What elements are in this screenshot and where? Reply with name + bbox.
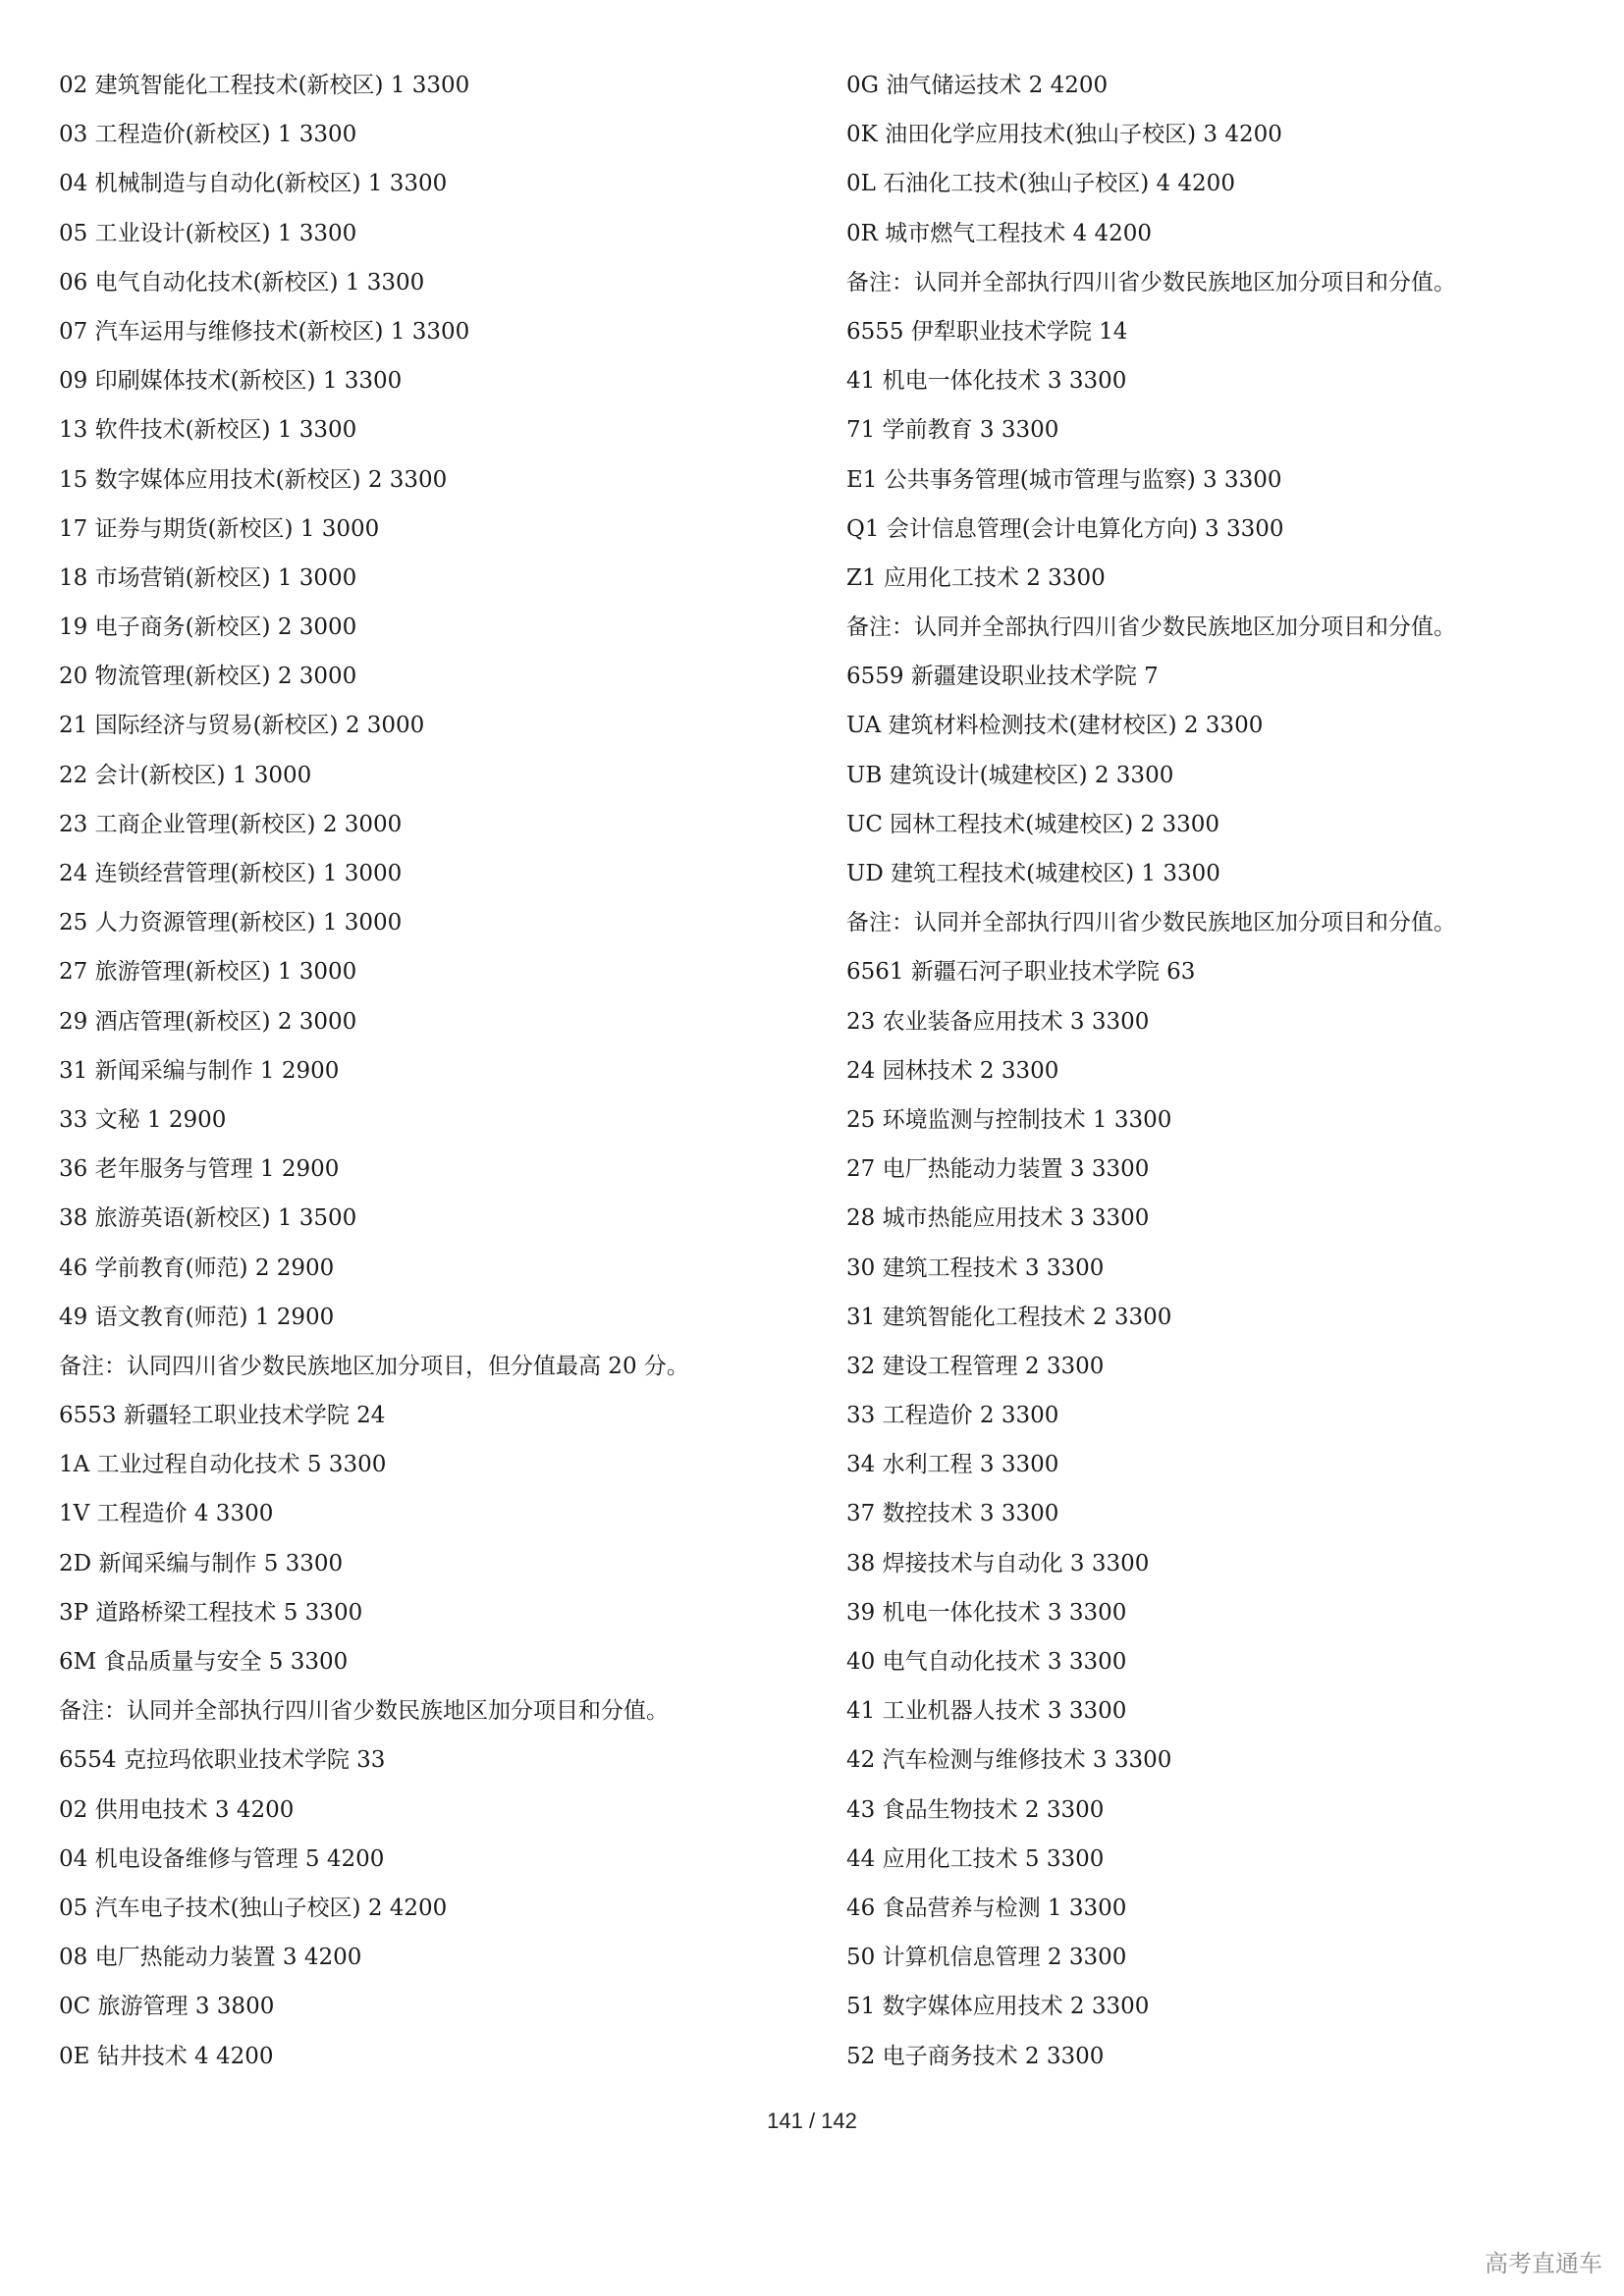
list-item: Q1 会计信息管理(会计电算化方向) 3 3300 xyxy=(846,515,1284,542)
right-column xyxy=(846,61,1612,2081)
list-item: 30 建筑工程技术 3 3300 xyxy=(846,1255,1105,1281)
list-item: 0C 旅游管理 3 3800 xyxy=(59,1994,275,2020)
list-item: UB 建筑设计(城建校区) 2 3300 xyxy=(846,762,1174,788)
list-item: 备注：认同并全部执行四川省少数民族地区加分项目和分值。 xyxy=(846,269,1456,295)
list-item: 备注：认同并全部执行四川省少数民族地区加分项目和分值。 xyxy=(846,614,1456,641)
list-item: 6M 食品质量与安全 5 3300 xyxy=(59,1649,349,1675)
list-item: 39 机电一体化技术 3 3300 xyxy=(846,1599,1127,1626)
list-item: 31 新闻采编与制作 1 2900 xyxy=(59,1057,340,1084)
list-item: 03 工程造价(新校区) 1 3300 xyxy=(59,122,357,148)
page-number: 141 / 142 xyxy=(767,2109,857,2133)
list-item: 05 汽车电子技术(独山子校区) 2 4200 xyxy=(59,1895,448,1921)
watermark-text: 高考直通车 xyxy=(1485,2250,1602,2277)
list-item: 15 数字媒体应用技术(新校区) 2 3300 xyxy=(59,466,448,493)
list-item: 05 工业设计(新校区) 1 3300 xyxy=(59,220,357,246)
list-item: 46 学前教育(师范) 2 2900 xyxy=(59,1255,335,1281)
list-item: UD 建筑工程技术(城建校区) 1 3300 xyxy=(846,861,1220,886)
list-item: 38 旅游英语(新校区) 1 3500 xyxy=(59,1205,357,1232)
list-item: 29 酒店管理(新校区) 2 3000 xyxy=(59,1008,357,1035)
list-item: 36 老年服务与管理 1 2900 xyxy=(59,1156,340,1183)
list-item: 21 国际经济与贸易(新校区) 2 3000 xyxy=(59,713,425,739)
list-item: 31 建筑智能化工程技术 2 3300 xyxy=(846,1304,1172,1330)
list-item: 3P 道路桥梁工程技术 5 3300 xyxy=(59,1599,363,1626)
list-item: 28 城市热能应用技术 3 3300 xyxy=(846,1205,1150,1232)
list-item: 02 建筑智能化工程技术(新校区) 1 3300 xyxy=(59,73,470,98)
list-item: Z1 应用化工技术 2 3300 xyxy=(846,564,1106,591)
list-item: 18 市场营销(新校区) 1 3000 xyxy=(59,564,357,591)
list-item: 20 物流管理(新校区) 2 3000 xyxy=(59,664,357,690)
list-item: 1V 工程造价 4 3300 xyxy=(59,1501,274,1527)
list-item: 备注：认同并全部执行四川省少数民族地区加分项目和分值。 xyxy=(846,910,1456,936)
list-item: 24 连锁经营管理(新校区) 1 3000 xyxy=(59,861,403,886)
list-item: 04 机械制造与自动化(新校区) 1 3300 xyxy=(59,171,448,197)
list-item: 27 旅游管理(新校区) 1 3000 xyxy=(59,959,357,986)
list-item: 46 食品营养与检测 1 3300 xyxy=(846,1895,1127,1921)
list-item: 42 汽车检测与维修技术 3 3300 xyxy=(846,1747,1172,1774)
list-item: UC 园林工程技术(城建校区) 2 3300 xyxy=(846,811,1220,837)
list-item: 44 应用化工技术 5 3300 xyxy=(846,1845,1105,1872)
list-item: UA 建筑材料检测技术(建材校区) 2 3300 xyxy=(846,713,1264,739)
list-item: 23 工商企业管理(新校区) 2 3000 xyxy=(59,811,403,837)
list-item: 备注：认同四川省少数民族地区加分项目，但分值最高 20 分。 xyxy=(59,1353,689,1379)
list-item: 19 电子商务(新校区) 2 3000 xyxy=(59,614,357,641)
list-item: 2D 新闻采编与制作 5 3300 xyxy=(59,1550,344,1576)
list-item: 6555 伊犁职业技术学院 14 xyxy=(846,318,1128,345)
list-item: 6554 克拉玛依职业技术学院 33 xyxy=(59,1747,386,1774)
list-item: 27 电厂热能动力装置 3 3300 xyxy=(846,1156,1150,1183)
list-item: 41 工业机器人技术 3 3300 xyxy=(846,1698,1127,1725)
list-item: 40 电气自动化技术 3 3300 xyxy=(846,1649,1127,1675)
list-item: 52 电子商务技术 2 3300 xyxy=(846,2043,1105,2069)
list-item: E1 公共事务管理(城市管理与监察) 3 3300 xyxy=(846,466,1282,493)
list-item: 37 数控技术 3 3300 xyxy=(846,1501,1059,1527)
list-item: 0L 石油化工技术(独山子校区) 4 4200 xyxy=(846,171,1235,197)
list-item: 1A 工业过程自动化技术 5 3300 xyxy=(59,1452,387,1478)
list-item: 34 水利工程 3 3300 xyxy=(846,1452,1059,1478)
list-item: 0E 钻井技术 4 4200 xyxy=(59,2043,274,2069)
list-item: 04 机电设备维修与管理 5 4200 xyxy=(59,1845,385,1872)
list-item: 6561 新疆石河子职业技术学院 63 xyxy=(846,959,1196,986)
list-item: 02 供用电技术 3 4200 xyxy=(59,1796,295,1823)
list-item: 6559 新疆建设职业技术学院 7 xyxy=(846,664,1159,690)
list-item: 71 学前教育 3 3300 xyxy=(846,417,1059,444)
list-item: 23 农业装备应用技术 3 3300 xyxy=(846,1008,1150,1035)
list-item: 25 人力资源管理(新校区) 1 3000 xyxy=(59,910,403,936)
list-item: 43 食品生物技术 2 3300 xyxy=(846,1796,1105,1823)
list-item: 38 焊接技术与自动化 3 3300 xyxy=(846,1550,1150,1576)
list-item: 08 电厂热能动力装置 3 4200 xyxy=(59,1945,362,1971)
list-item: 50 计算机信息管理 2 3300 xyxy=(846,1945,1127,1971)
list-item: 25 环境监测与控制技术 1 3300 xyxy=(846,1106,1172,1133)
list-item: 33 文秘 1 2900 xyxy=(59,1106,227,1133)
list-item: 22 会计(新校区) 1 3000 xyxy=(59,762,312,788)
list-item: 24 园林技术 2 3300 xyxy=(846,1057,1059,1084)
list-item: 13 软件技术(新校区) 1 3300 xyxy=(59,417,357,444)
list-item: 备注：认同并全部执行四川省少数民族地区加分项目和分值。 xyxy=(59,1698,669,1725)
list-item: 0K 油田化学应用技术(独山子校区) 3 4200 xyxy=(846,122,1282,148)
list-item: 07 汽车运用与维修技术(新校区) 1 3300 xyxy=(59,318,470,345)
left-column xyxy=(59,61,825,2081)
list-item: 0R 城市燃气工程技术 4 4200 xyxy=(846,220,1153,246)
list-item: 32 建设工程管理 2 3300 xyxy=(846,1353,1105,1379)
list-item: 6553 新疆轻工职业技术学院 24 xyxy=(59,1403,386,1429)
list-item: 49 语文教育(师范) 1 2900 xyxy=(59,1304,335,1330)
list-item: 33 工程造价 2 3300 xyxy=(846,1403,1059,1429)
list-item: 0G 油气储运技术 2 4200 xyxy=(846,73,1109,98)
list-item: 41 机电一体化技术 3 3300 xyxy=(846,368,1127,395)
list-item: 51 数字媒体应用技术 2 3300 xyxy=(846,1994,1150,2020)
list-item: 17 证券与期货(新校区) 1 3000 xyxy=(59,515,380,542)
list-item: 09 印刷媒体技术(新校区) 1 3300 xyxy=(59,368,403,395)
list-item: 06 电气自动化技术(新校区) 1 3300 xyxy=(59,269,425,295)
